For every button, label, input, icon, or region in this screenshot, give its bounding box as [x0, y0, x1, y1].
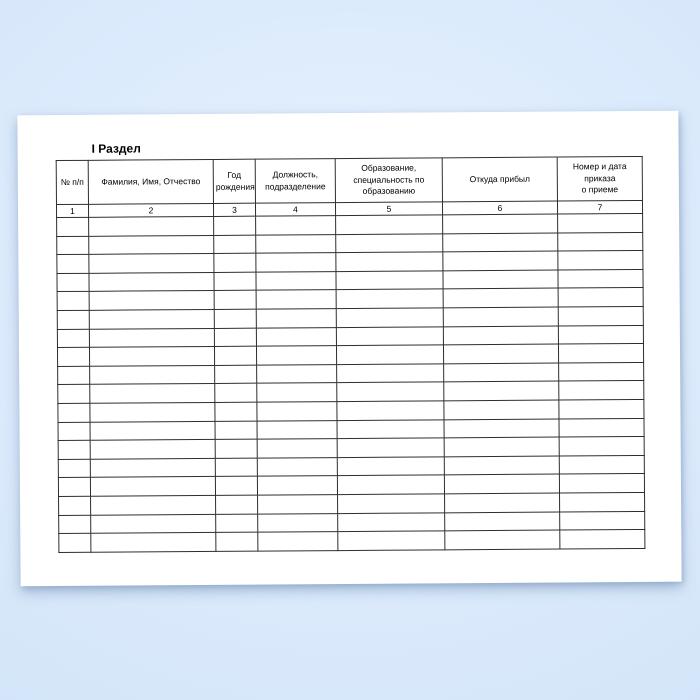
empty-cell: [91, 495, 216, 514]
empty-cell: [443, 251, 558, 270]
empty-cell: [58, 422, 90, 441]
col-number: 3: [213, 203, 255, 216]
empty-cell: [444, 456, 559, 475]
empty-cell: [57, 329, 89, 348]
empty-cell: [336, 289, 443, 308]
document-sheet: [17, 111, 681, 587]
empty-cell: [89, 235, 214, 254]
empty-cell: [559, 381, 644, 400]
empty-cell: [90, 384, 215, 403]
empty-cell: [443, 288, 558, 307]
empty-cell: [58, 459, 90, 478]
empty-cell: [257, 476, 337, 495]
empty-cell: [257, 364, 337, 383]
empty-cell: [89, 347, 214, 366]
empty-cell: [560, 530, 645, 549]
empty-cell: [336, 308, 443, 327]
empty-cell: [444, 437, 559, 456]
empty-cell: [443, 326, 558, 345]
empty-cell: [214, 235, 256, 254]
empty-cell: [256, 346, 336, 365]
empty-row: [59, 530, 645, 553]
empty-cell: [558, 232, 643, 251]
empty-cell: [559, 418, 644, 437]
empty-cell: [558, 213, 643, 232]
col-header-position-department: Должность, подразделение: [255, 159, 335, 204]
empty-cell: [256, 253, 336, 272]
empty-cell: [558, 325, 643, 344]
empty-cell: [214, 346, 256, 365]
empty-cell: [57, 273, 89, 292]
empty-cell: [215, 439, 257, 458]
empty-cell: [58, 440, 90, 459]
empty-cell: [216, 495, 258, 514]
empty-cell: [89, 272, 214, 291]
empty-cell: [214, 328, 256, 347]
section-title: I Раздел: [91, 141, 141, 156]
empty-cell: [444, 419, 559, 438]
empty-cell: [337, 457, 444, 476]
empty-cell: [58, 366, 90, 385]
empty-cell: [214, 253, 256, 272]
col-number: 4: [255, 203, 335, 217]
col-header-birth-year: Год рождения: [213, 159, 255, 203]
empty-cell: [215, 476, 257, 495]
empty-cell: [215, 383, 257, 402]
table-body: [57, 213, 645, 552]
empty-cell: [215, 421, 257, 440]
empty-cell: [90, 421, 215, 440]
col-header-education-specialty: Образование, специальность по образованию: [335, 158, 442, 203]
empty-cell: [59, 496, 91, 515]
empty-cell: [90, 477, 215, 496]
empty-cell: [337, 438, 444, 457]
empty-cell: [257, 420, 337, 439]
empty-cell: [558, 269, 643, 288]
col-header-arrived-from: Откуда прибыл: [442, 157, 557, 202]
col-number: 6: [442, 201, 557, 215]
empty-cell: [90, 440, 215, 459]
empty-cell: [89, 309, 214, 328]
empty-cell: [443, 344, 558, 363]
empty-cell: [338, 512, 445, 531]
empty-cell: [337, 364, 444, 383]
empty-cell: [336, 233, 443, 252]
empty-cell: [256, 290, 336, 309]
empty-cell: [444, 381, 559, 400]
empty-cell: [336, 252, 443, 271]
empty-cell: [337, 419, 444, 438]
empty-cell: [256, 327, 336, 346]
empty-cell: [57, 217, 89, 236]
empty-cell: [57, 310, 89, 329]
empty-cell: [443, 307, 558, 326]
empty-cell: [214, 216, 256, 235]
empty-cell: [91, 514, 216, 533]
col-header-hire-order: Номер и дата приказа о приеме: [557, 156, 642, 201]
empty-cell: [443, 233, 558, 252]
empty-cell: [214, 291, 256, 310]
empty-cell: [89, 254, 214, 273]
empty-cell: [444, 363, 559, 382]
empty-cell: [216, 514, 258, 533]
empty-cell: [59, 533, 91, 552]
empty-cell: [338, 531, 445, 550]
empty-cell: [257, 439, 337, 458]
empty-cell: [559, 455, 644, 474]
col-number: 7: [557, 200, 642, 214]
empty-cell: [90, 402, 215, 421]
empty-cell: [256, 216, 336, 235]
col-number: 1: [56, 204, 88, 217]
empty-cell: [559, 437, 644, 456]
empty-cell: [58, 478, 90, 497]
empty-cell: [257, 402, 337, 421]
empty-cell: [560, 511, 645, 530]
empty-cell: [337, 382, 444, 401]
empty-cell: [214, 272, 256, 291]
empty-cell: [336, 326, 443, 345]
empty-cell: [559, 474, 644, 493]
empty-cell: [59, 515, 91, 534]
empty-cell: [256, 309, 336, 328]
empty-cell: [337, 401, 444, 420]
empty-cell: [257, 383, 337, 402]
empty-cell: [90, 365, 215, 384]
empty-cell: [444, 400, 559, 419]
empty-cell: [336, 215, 443, 234]
col-number: 5: [335, 202, 442, 216]
col-header-row-number: № п/п: [56, 160, 88, 204]
empty-cell: [443, 214, 558, 233]
empty-cell: [258, 494, 338, 513]
empty-cell: [257, 457, 337, 476]
empty-cell: [256, 271, 336, 290]
empty-cell: [89, 328, 214, 347]
empty-cell: [559, 399, 644, 418]
empty-cell: [559, 362, 644, 381]
empty-cell: [91, 533, 216, 552]
empty-cell: [338, 494, 445, 513]
empty-cell: [258, 532, 338, 551]
empty-cell: [560, 492, 645, 511]
empty-cell: [57, 292, 89, 311]
empty-cell: [215, 458, 257, 477]
empty-cell: [558, 344, 643, 363]
empty-cell: [444, 474, 559, 493]
empty-cell: [214, 309, 256, 328]
empty-cell: [89, 216, 214, 235]
empty-cell: [558, 306, 643, 325]
empty-cell: [57, 347, 89, 366]
empty-cell: [215, 402, 257, 421]
empty-cell: [216, 532, 258, 551]
empty-cell: [57, 236, 89, 255]
empty-cell: [256, 234, 336, 253]
empty-cell: [337, 475, 444, 494]
empty-cell: [336, 345, 443, 364]
empty-cell: [89, 291, 214, 310]
empty-cell: [215, 365, 257, 384]
empty-cell: [558, 251, 643, 270]
empty-cell: [258, 513, 338, 532]
empty-cell: [443, 270, 558, 289]
empty-cell: [90, 458, 215, 477]
empty-cell: [445, 512, 560, 531]
col-header-full-name: Фамилия, Имя, Отчество: [88, 159, 213, 204]
empty-cell: [445, 493, 560, 512]
empty-cell: [336, 271, 443, 290]
personnel-register-table: [56, 156, 646, 553]
table-header-row: [56, 156, 642, 204]
empty-cell: [558, 288, 643, 307]
empty-cell: [58, 403, 90, 422]
empty-cell: [445, 530, 560, 549]
empty-cell: [58, 385, 90, 404]
empty-cell: [57, 255, 89, 274]
col-number: 2: [88, 203, 213, 217]
